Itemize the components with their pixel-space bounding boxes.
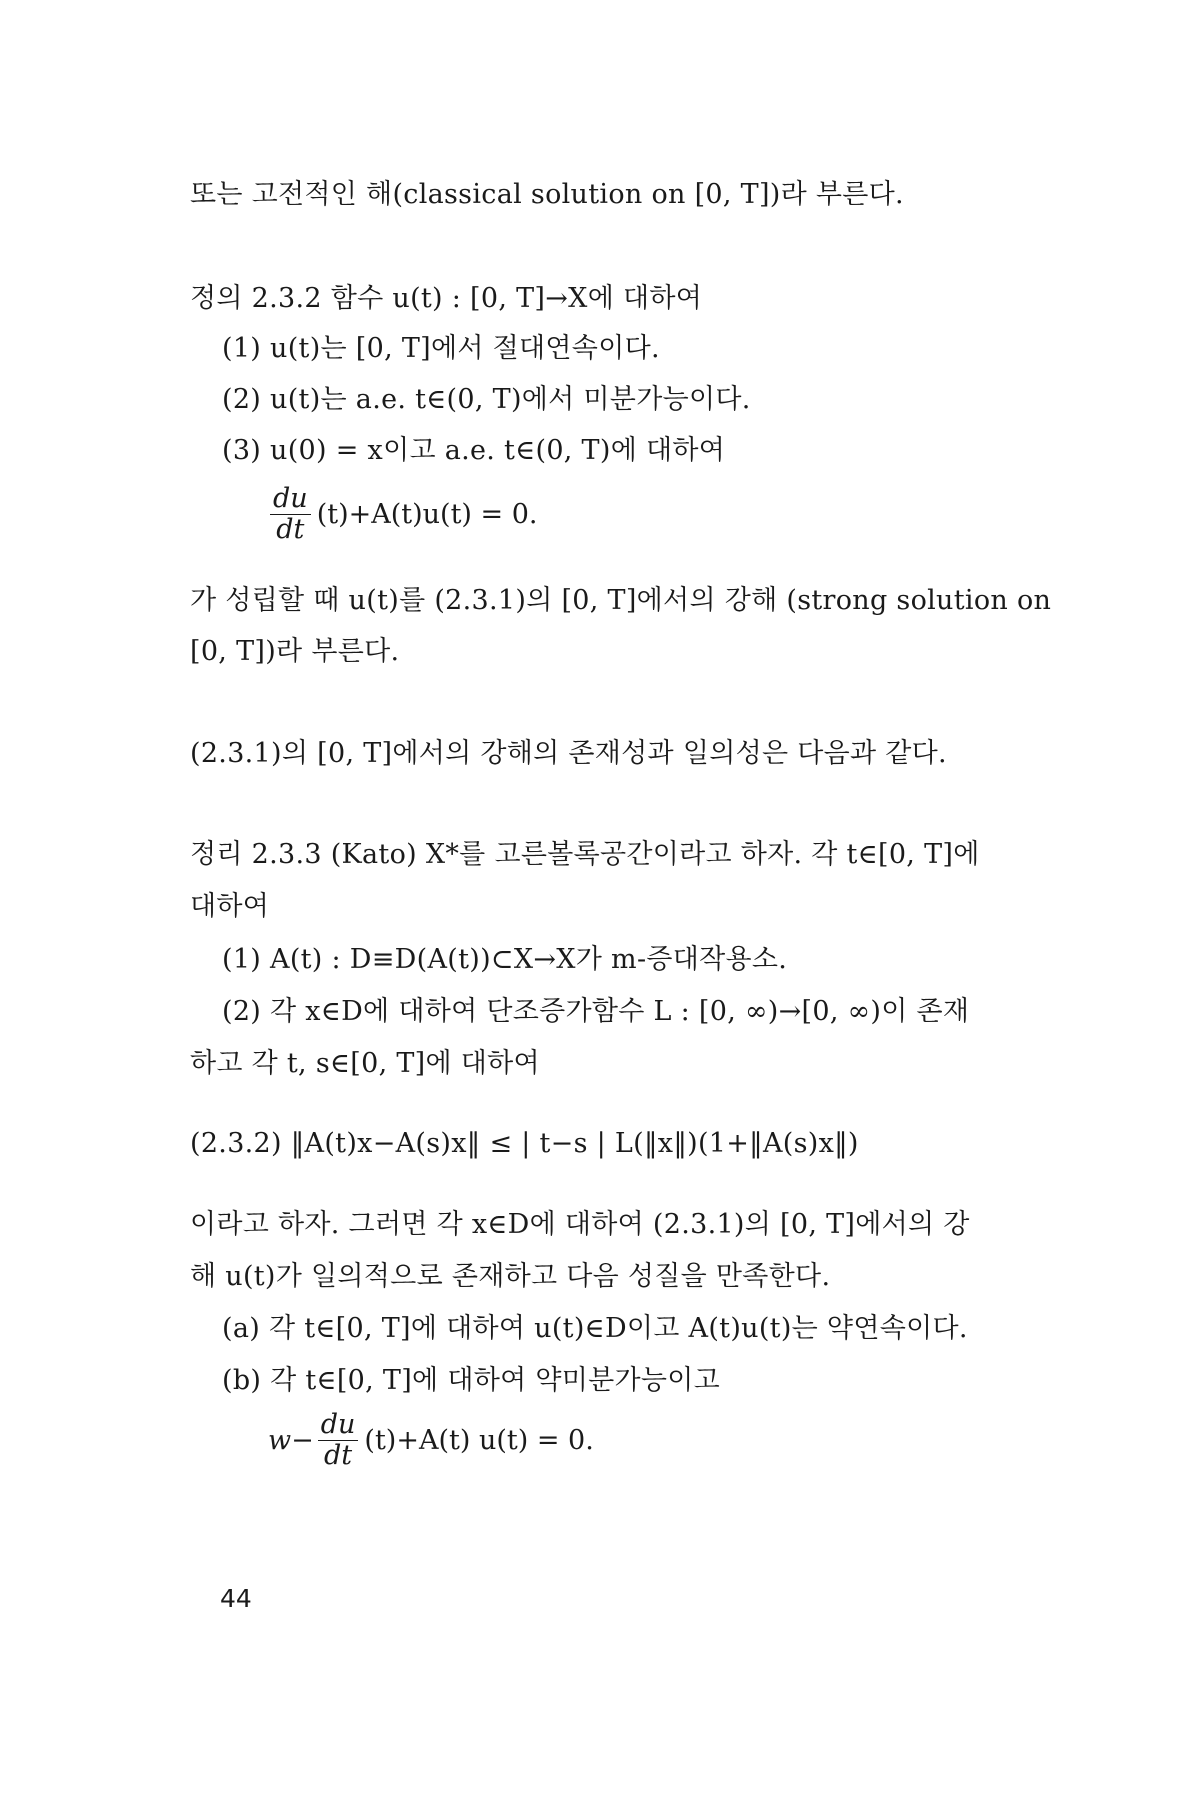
definition-heading: 정의 2.3.2 함수 u(t) : [0, T]→X에 대하여	[190, 283, 703, 314]
theorem-property-b: (b) 각 t∈[0, T]에 대하여 약미분가능이고	[222, 1365, 721, 1396]
definition-item-2: (2) u(t)는 a.e. t∈(0, T)에서 미분가능이다.	[222, 384, 751, 415]
fraction-numerator: du	[273, 483, 308, 514]
fraction-denominator: dt	[324, 1440, 353, 1471]
text-line: (2.3.1)의 [0, T]에서의 강해의 존재성과 일의성은 다음과 같다.	[190, 738, 947, 769]
theorem-item-2: (2) 각 x∈D에 대하여 단조증가함수 L : [0, ∞)→[0, ∞)이 존재	[222, 996, 970, 1027]
text-line: [0, T])라 부른다.	[190, 636, 400, 667]
definition-item-1: (1) u(t)는 [0, T]에서 절대연속이다.	[222, 333, 660, 364]
definition-item-3: (3) u(0) = x이고 a.e. t∈(0, T)에 대하여	[222, 435, 726, 466]
fraction-denominator: dt	[276, 514, 305, 545]
fraction-numerator: du	[320, 1409, 356, 1440]
text-line: 이라고 하자. 그러면 각 x∈D에 대하여 (2.3.1)의 [0, T]에서의 강	[190, 1209, 970, 1240]
equation-strong	[268, 484, 538, 545]
theorem-item-1: (1) A(t) : D≡D(A(t))⊂X→X가 m-증대작용소.	[222, 944, 788, 975]
text-line: 하고 각 t, s∈[0, T]에 대하여	[190, 1048, 540, 1079]
text-line: 대하여	[190, 891, 270, 922]
equation-rest: (t)+A(t) u(t) = 0.	[364, 1425, 594, 1456]
fraction	[270, 484, 311, 545]
equation-rest: (t)+A(t)u(t) = 0.	[316, 499, 538, 530]
theorem-property-a: (a) 각 t∈[0, T]에 대하여 u(t)∈D이고 A(t)u(t)는 약연속이다.	[222, 1313, 968, 1344]
text-line: 또는 고전적인 해(classical solution on [0, T])라 부른다.	[190, 179, 904, 210]
fraction	[318, 1410, 359, 1471]
equation-weak	[268, 1410, 594, 1471]
text-line: 가 성립할 때 u(t)를 (2.3.1)의 [0, T]에서의 강해 (strong solution on	[190, 585, 1052, 616]
equation-prefix: w−	[268, 1425, 314, 1456]
theorem-heading: 정리 2.3.3 (Kato) X*를 고른볼록공간이라고 하자. 각 t∈[0, T]에	[190, 839, 980, 870]
page-number: 44	[220, 1584, 252, 1613]
text-line: 해 u(t)가 일의적으로 존재하고 다음 성질을 만족한다.	[190, 1261, 831, 1292]
equation-2-3-2: (2.3.2) ‖A(t)x−A(s)x‖ ≤ | t−s | L(‖x‖)(1+‖A(s)x‖)	[190, 1128, 859, 1159]
